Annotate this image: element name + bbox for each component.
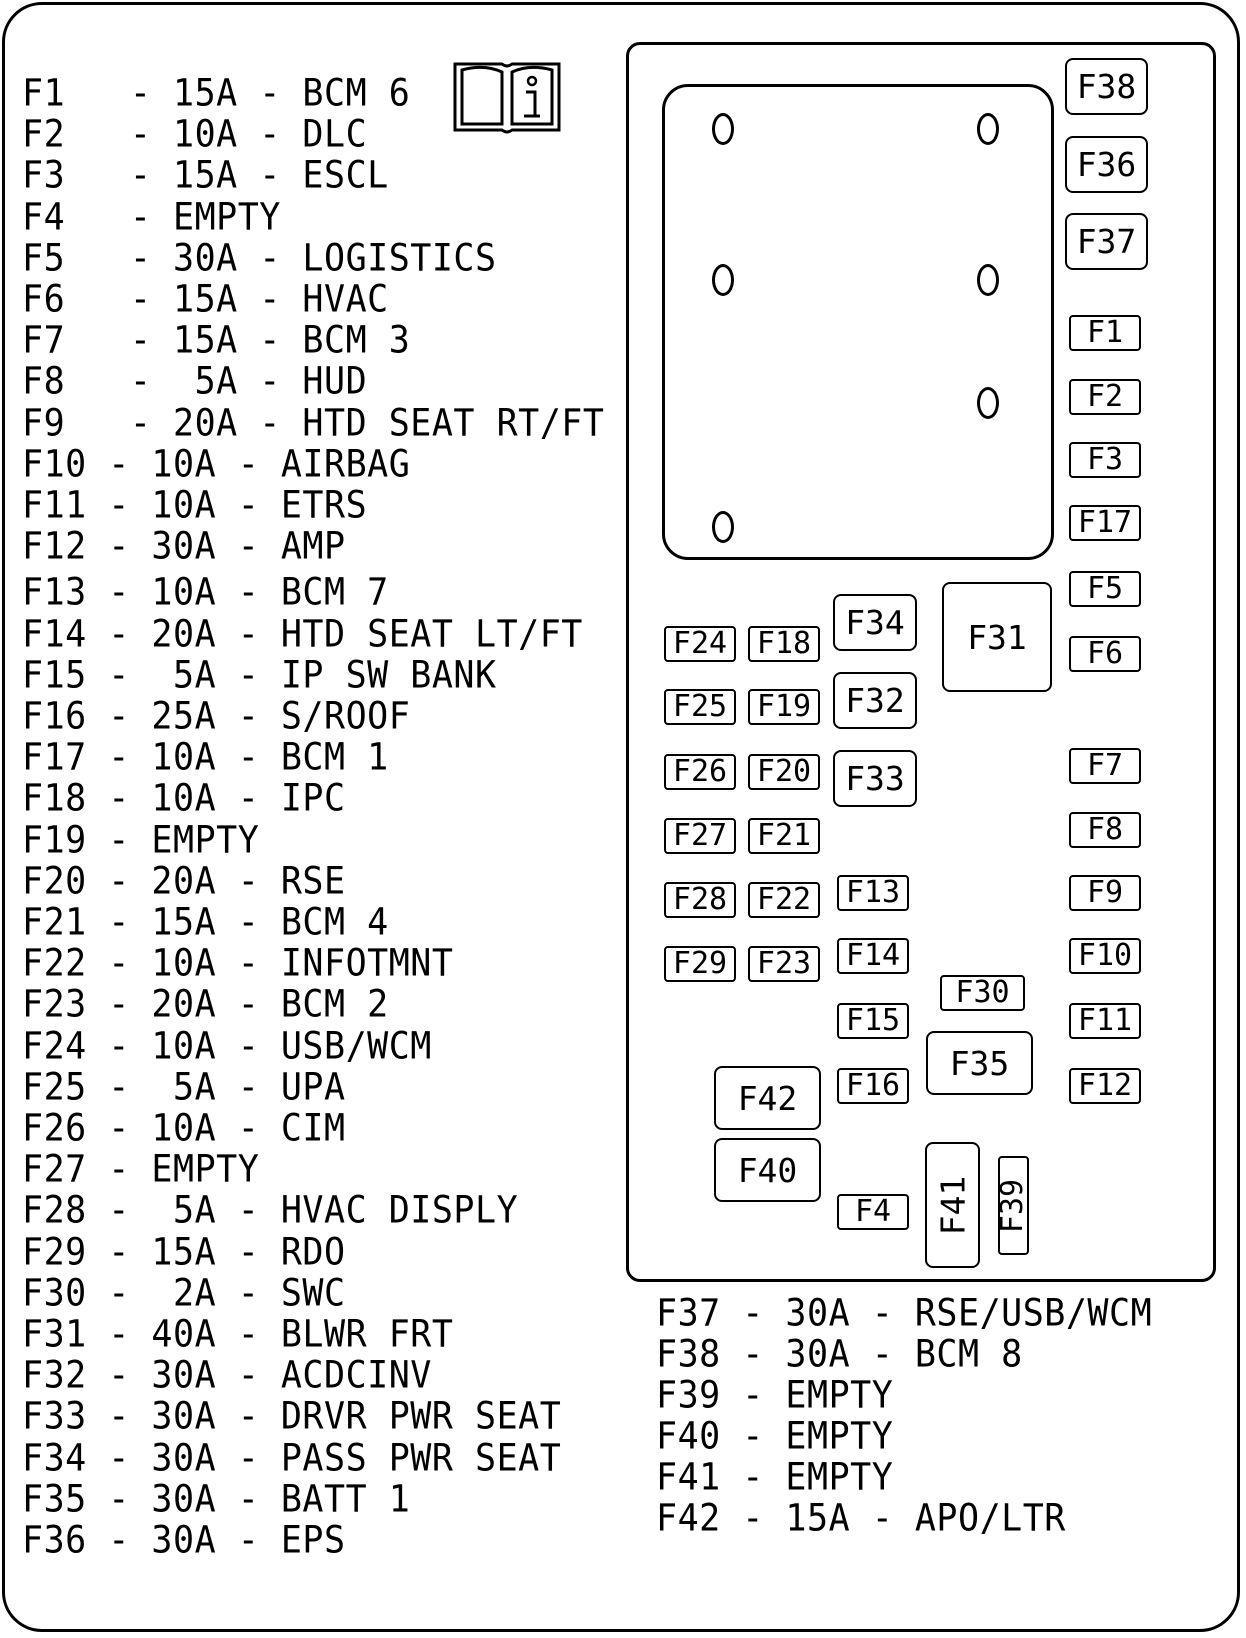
legend-line: F17 - 10A - BCM 1 [22,736,389,780]
fuse-F34: F34 [833,594,917,651]
fuse-F30: F30 [940,975,1025,1011]
fuse-F10: F10 [1069,938,1141,974]
fuse-F26: F26 [664,754,736,790]
legend-line: F3 - 15A - ESCL [22,154,389,198]
legend-line: F25 - 5A - UPA [22,1065,346,1109]
legend-line: F24 - 10A - USB/WCM [22,1024,432,1068]
fuse-F6: F6 [1069,636,1141,672]
legend-line: F27 - EMPTY [22,1148,260,1192]
legend-line: F14 - 20A - HTD SEAT LT/FT [22,612,583,656]
fuse-F3: F3 [1069,442,1141,478]
legend-line: F29 - 15A - RDO [22,1230,346,1274]
mounting-hole [712,113,734,145]
legend-line: F38 - 30A - BCM 8 [656,1333,1023,1377]
fuse-F23: F23 [748,946,820,982]
legend-line: F40 - EMPTY [656,1415,894,1459]
fuse-F9: F9 [1069,875,1141,911]
fuse-F37: F37 [1065,213,1148,270]
legend-line: F39 - EMPTY [656,1374,894,1418]
legend-line: F12 - 30A - AMP [22,525,346,569]
legend-line: F2 - 10A - DLC [22,113,368,157]
fuse-F25: F25 [664,689,736,725]
fuse-F22: F22 [748,882,820,918]
fuse-F8: F8 [1069,812,1141,848]
legend-line: F20 - 20A - RSE [22,859,346,903]
fuse-F35: F35 [926,1031,1033,1095]
legend-line: F9 - 20A - HTD SEAT RT/FT [22,401,605,445]
fuse-F18: F18 [748,626,820,662]
mounting-hole [977,387,999,419]
legend-line: F36 - 30A - EPS [22,1519,346,1563]
mounting-hole [977,113,999,145]
mounting-hole [712,511,734,543]
fuse-F39-label: F39 [995,1178,1031,1233]
fuse-F5: F5 [1069,571,1141,607]
mounting-hole [977,264,999,296]
legend-line: F26 - 10A - CIM [22,1107,346,1151]
legend-line: F19 - EMPTY [22,818,260,862]
legend-line: F42 - 15A - APO/LTR [656,1497,1066,1541]
fuse-F36: F36 [1065,136,1148,193]
legend-line: F37 - 30A - RSE/USB/WCM [656,1292,1153,1336]
legend-line: F35 - 30A - BATT 1 [22,1477,411,1521]
legend-line: F11 - 10A - ETRS [22,484,368,528]
owner-manual-info-icon [452,58,562,138]
legend-line: F1 - 15A - BCM 6 [22,72,411,116]
fuse-F17: F17 [1069,505,1141,541]
legend-line: F8 - 5A - HUD [22,360,368,404]
fuse-F41 [925,1142,980,1268]
fuse-F28: F28 [664,882,736,918]
legend-line: F32 - 30A - ACDCINV [22,1354,432,1398]
fuse-F27: F27 [664,818,736,854]
legend-line: F28 - 5A - HVAC DISPLY [22,1189,519,1233]
fuse-F13: F13 [837,875,909,911]
legend-line: F30 - 2A - SWC [22,1271,346,1315]
fuse-F20: F20 [748,754,820,790]
legend-line: F10 - 10A - AIRBAG [22,442,411,486]
fuse-F38: F38 [1065,58,1148,115]
fuse-F29: F29 [664,946,736,982]
fuse-F21: F21 [748,818,820,854]
fuse-F12: F12 [1069,1068,1141,1104]
fuse-F32: F32 [833,672,917,729]
legend-line: F15 - 5A - IP SW BANK [22,653,497,697]
fuse-F40: F40 [714,1138,821,1202]
fuse-F41-label: F41 [933,1175,973,1235]
fuse-F7: F7 [1069,748,1141,784]
fuse-F11: F11 [1069,1003,1141,1039]
fuse-F31: F31 [942,582,1052,692]
legend-line: F13 - 10A - BCM 7 [22,571,389,615]
fuse-F2: F2 [1069,379,1141,415]
legend-line: F21 - 15A - BCM 4 [22,901,389,945]
fuse-F19: F19 [748,689,820,725]
fuse-F4: F4 [837,1194,909,1230]
fuse-F14: F14 [837,938,909,974]
legend-line: F5 - 30A - LOGISTICS [22,236,497,280]
legend-line: F18 - 10A - IPC [22,777,346,821]
fuse-F1: F1 [1069,315,1141,351]
legend-line: F23 - 20A - BCM 2 [22,983,389,1027]
legend-line: F4 - EMPTY [22,195,281,239]
legend-line: F34 - 30A - PASS PWR SEAT [22,1436,562,1480]
legend-line: F33 - 30A - DRVR PWR SEAT [22,1395,562,1439]
legend-line: F41 - EMPTY [656,1456,894,1500]
legend-line: F6 - 15A - HVAC [22,278,389,322]
legend-line: F16 - 25A - S/ROOF [22,695,411,739]
legend-line: F22 - 10A - INFOTMNT [22,942,454,986]
legend-line: F31 - 40A - BLWR FRT [22,1313,454,1357]
legend-line: F7 - 15A - BCM 3 [22,319,411,363]
mounting-hole [712,264,734,296]
relay-block [662,84,1054,560]
fuse-F15: F15 [837,1003,909,1039]
fuse-F16: F16 [837,1068,909,1104]
fuse-F24: F24 [664,626,736,662]
fuse-F42: F42 [714,1066,821,1130]
fuse-F39 [995,1156,1031,1255]
fuse-F33: F33 [833,750,917,807]
